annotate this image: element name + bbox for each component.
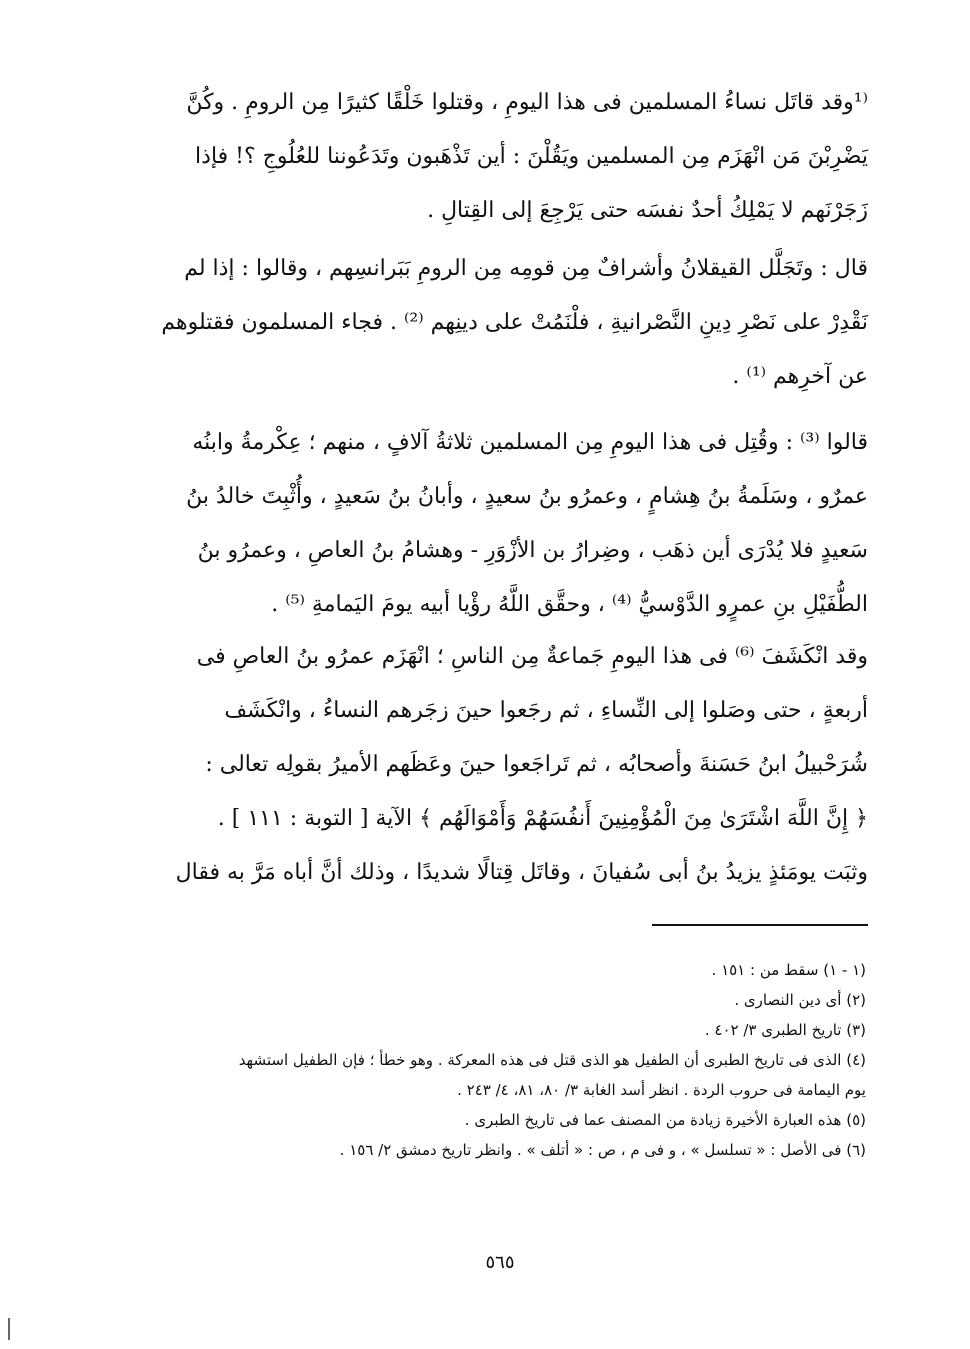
footnote: (٢) أى دين النصارى . [734,991,866,1009]
footnote-continuation: يوم اليمامة فى حروب الردة . انظر أسد الغابة ٣/ ٨٠، ٨١، ٤/ ٢٤٣ . [457,1081,866,1099]
scan-edge-mark [8,1318,10,1340]
text-line: سَعيدٍ فلا يُدْرَى أين ذهَب ، وضِرارُ بن الأزْوَرِ - وهشامُ بنُ العاصِ ، وعمرُو بنُ [197,538,868,563]
text-line: يَضْرِبْنَ مَن انْهَزَم مِن المسلمين ويَقُلْنَ : أين تَذْهَبون وتَدَعُوننا للعُلُوجِ ؟! فإذا [195,144,868,169]
footnote: (٥) هذه العبارة الأخيرة زيادة من المصنف عما فى تاريخ الطبرى . [464,1111,866,1129]
text-line: نَقْدِرْ على نَصْرِ دِينِ النَّصْرانيةِ ، فلْنَمُتْ على دينِهم ⁽²⁾ . فجاء المسلمون فقتلوهم [161,310,868,335]
text-line: وثبَت يومَئذٍ يزيدُ بنُ أبى سُفيانَ ، وقاتَل قِتالًا شديدًا ، وذلك أنَّ أباه مَرَّ به فقال [175,860,868,885]
footnote: (٤) الذى فى تاريخ الطبرى أن الطفيل هو الذى قتل فى هذه المعركة . وهو خطأ ؛ فإن الطفيل استشهد [238,1051,866,1069]
footnotes [180,955,866,1165]
text-line: قالوا ⁽³⁾ : وقُتِل فى هذا اليومِ مِن المسلمين ثلاثةُ آلافٍ ، منهم ؛ عِكْرمةُ وابنُه [192,430,868,455]
footnote-separator [652,924,868,926]
paragraph-1 [138,76,868,238]
footnote: (١ - ١) سقط من : ١٥١ . [711,961,866,979]
text-line: أربعةٍ ، حتى وصَلوا إلى النِّساءِ ، ثم رجَعوا حينَ زجَرهم النساءُ ، وانْكَشَف [224,698,868,723]
quran-verse-line: ﴿ إِنَّ اللَّهَ اشْتَرَىٰ مِنَ الْمُؤْمِنِينَ أَنفُسَهُمْ وَأَمْوَالَهُم ﴾ الآية [ التوبة : ١١١ ] . [217,806,868,831]
paragraph-2 [138,242,868,404]
page-number: ٥٦٥ [485,1252,515,1273]
text-line: ⁽¹وقد قاتَل نساءُ المسلمين فى هذا اليومِ ، وقتلوا خَلْقًا كثيرًا مِن الرومِ . وكُنَّ [186,90,868,115]
text-line: عمرٌو ، وسَلَمةُ بنُ هِشامٍ ، وعمرُو بنُ سعيدٍ ، وأبانُ بنُ سَعيدٍ ، وأُثْبِتَ خالدُ بنُ [186,484,868,509]
footnote: (٣) تاريخ الطبرى ٣/ ٤٠٢ . [704,1021,866,1039]
text-line: زَجَرْنَهم لا يَمْلِكُ أحدٌ نفسَه حتى يَرْجِعَ إلى القِتالِ . [427,198,868,223]
text-line: قال : وتَجَلَّل القيقلانُ وأشرافٌ مِن قومِه مِن الرومِ بَبَرانسِهم ، وقالوا : إذا لم [184,256,868,281]
paragraph-3 [138,416,868,632]
footnote: (٦) فى الأصل : « تسلسل » ، و فى م ، ص : « أتلف » . وانظر تاريخ دمشق ٢/ ١٥٦ . [339,1141,866,1159]
paragraph-4 [138,630,868,900]
text-line: وقد انْكَشَفَ ⁽⁶⁾ فى هذا اليومِ جَماعةٌ مِن الناسِ ؛ انْهَزَم عمرُو بنُ العاصِ فى [196,644,868,669]
text-line: الطُّفَيْلِ بنِ عمرٍو الدَّوْسيُّ ⁽⁴⁾ ، وحقَّق اللَّهُ رؤْيا أبيه يومَ اليَمامةِ ⁽⁵⁾ . [271,592,868,617]
text-line: شُرَحْبيلُ ابنُ حَسَنةَ وأصحابُه ، ثم تَراجَعوا حينَ وعَظَهم الأميرُ بقولِه تعالى : [205,752,868,777]
text-line: عن آخرِهم ⁽¹⁾ . [732,364,868,389]
